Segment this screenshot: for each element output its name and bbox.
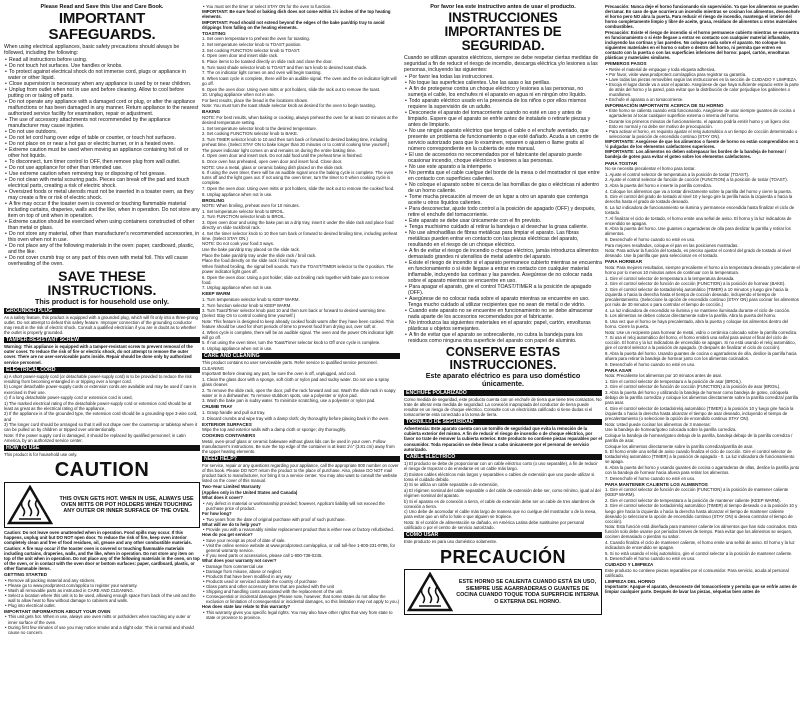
paragraph-item: 1. Gire el control selector de función de cocción (FUNCTION) a la posición de mantener caliente (KEEP WARM). — [605, 487, 789, 498]
paragraph-item: 2. Gire el control selector de función de cocción (FUNCTION) a la posición de hornear (BAKE). — [605, 281, 786, 287]
paragraph-item: 6. Open the oven door. Using a pot holder, slide out broiling rack together with bake pan to remove food. — [202, 274, 390, 285]
paragraph-item: 4. Open oven door and insert slide rack. — [202, 53, 279, 59]
paragraph-item: NOTE: For best results, when baking or cooking, always preheat the oven for at least 10 minutes at the desired temperature setting. — [202, 114, 398, 126]
list-item: • Retire el material de empaque y toda etiqueta adhesiva. — [605, 67, 800, 72]
caution-box — [4, 482, 200, 528]
paragraph-item: Place the food directly on the slide rack / broil tray. — [202, 258, 298, 264]
paragraph-item: 6. Desenchufe el horno cuando no esté en uso. — [605, 556, 696, 562]
toasting-steps — [202, 36, 400, 108]
paragraph-item: 3. Turn TIMER selector knob to 10 and then turn back or forward to desired baking time, including preheat time. (Select STAY ON to bake longer than 30 minutes or to control cooking time yourself.) — [202, 136, 390, 147]
paragraph-item: 6. La luz indicadora de funcionamiento se ilumina y permanece encendida hasta finalizar el ciclo de tostado. — [605, 204, 795, 215]
list-item: • El uso de accesorios no recomendados por el fabricante del aparato puede ocasionar incendio, choque eléctrico o lesiones a las personas. — [404, 152, 602, 164]
section-broiling: BROILING — [202, 197, 225, 203]
safeguards-intro: When using electrical appliances, basic safety precautions should always be followed, including the following: — [4, 44, 180, 57]
list-item: • Wash all removable parts as instructed in CARE AND CLEANING. — [4, 588, 200, 593]
paragraph-item: 8. Abra la puerta del horno. Usando guantes de cocina o agarraderas de olla, deslice la parrilla hacia afuera para retirar la bandeja de hornear junto con los alimentos cocinados. — [605, 350, 797, 361]
section-exterior: EXTERIOR SURFACES — [202, 421, 252, 427]
paragraph-item: 7. Desenchufe el horno cuando no esté en uso. — [605, 475, 696, 481]
list-item: • Escoja el lugar donde va a usar el aparato. Asegúrese de que haya suficiente espacio entre la parte de atrás del horno y la pared, para evitar que la distribución de calor perjudique los gabinetes o murallones. — [605, 82, 800, 97]
list-item: • Use extreme caution when removing tray or disposing of hot grease. — [4, 171, 200, 177]
save-instructions-title: SAVE THESE INSTRUCTIONS. — [47, 267, 157, 299]
baking-steps — [202, 115, 400, 197]
paragraph-item: c) If a long detachable power-supply cord or extension cord is used, — [4, 395, 133, 401]
paragraph-item: 2. To remove the slide rack, open the door, pull the rack forward and out. Wash the slide rack in soapy water or in a dishwasher. To remove stubborn spots, use a polyester or nylon pad. — [202, 387, 396, 398]
paragraph-item: Nota: Esta función está diseñada para mantener caliente los alimentos que han sido cocinados. Esta función solo debe usarse por períodos breves de tiempo. Para evitar que los alimentos se sequen, cocinen demasiado o pierdan su sabor. — [605, 524, 797, 540]
paragraph-item: Nota: Precaliente los alimentos por 10 minutos antes de asar. — [605, 373, 723, 379]
paragraph-item: 3. Turn Toast/Timer selector knob past 10 and then turn back or forward to desired warming time. (Select Stay On to control cooking time yourself.) — [202, 308, 387, 319]
spanish-save-title: CONSERVE ESTAS INSTRUCCIONES. — [445, 344, 561, 372]
paragraph-item: No se necesita precalentar el horno para tostar. — [605, 166, 696, 171]
paragraph-item: 3. Abra la puerta del horno y utilizando la bandeja de hornear como bandeja de goteo, colóquela debajo de la parrilla corrediza y coloque los alimentos directamente sobre la parrilla corrediza/ parrilla para asar. — [605, 390, 798, 406]
list-item: • Enchufe el aparato a un tomacorriente. — [605, 97, 800, 102]
warranty-q3: What will we do to help you? — [202, 521, 261, 527]
grounded-plug-text: As a safety feature, this product is equipped with a grounded plug, which will fit only into a three-prong outlet. Do not attempt to defeat this safety feature. Improper connection of the grounding conductor may result in the risk of electric shock. Consult a qualified electrician if you are in doubt as to whether the outlet is properly grounded. — [4, 315, 198, 336]
paragraph-item: 10. Unplug appliance when not in use. — [202, 92, 275, 98]
hornear-steps — [605, 265, 800, 367]
list-item: • This warranty gives you specific legal rights. You may also have other rights that vary from state to state or province to province. — [202, 610, 400, 620]
spanish-instructions-column — [605, 4, 800, 706]
limpieza-text: Importante: Apague el aparato, desconecte del tomacorriente y permita que se enfríe antes de limpiar cualquier parte. Después de lavar las piezas, séquelas bien antes de — [605, 584, 797, 595]
paragraph-item: 1. Set oven temperature to preheat the oven for toasting. — [202, 36, 310, 42]
caution-note: Caution: Do not leave oven unattended when in operation. Food spills may occur. If this happens, unplug unit but DO NOT open door. To reduce the risk of fire, keep oven interior completely clean and free of food residues, oil, grease and any other combustible materials. — [4, 530, 192, 546]
paragraph-item: 4. La luz indicadora de encendido se ilumina y se mantiene iluminada durante el ciclo de cocción. — [605, 307, 791, 313]
list-item: • Any defect in material or workmanship provided; however, Applica's liability will not exceed the purchase price of product. — [202, 501, 400, 511]
precaucion-title: PRECAUCIÓN — [439, 547, 566, 568]
spanish-intro: Cuando se utilizan aparatos eléctricos, siempre se debe respetar ciertas medidas de seguridad a fin de reducir el riesgo de incendio, descarga eléctrica y/o lesiones a las personas, incluyendo las siguientes: — [404, 55, 599, 74]
list-item: • If you need parts or accessories, please call 1-800-738-0245. — [202, 553, 400, 558]
paragraph-item: 6. Unplug appliance when not in use. — [202, 345, 273, 351]
caution-title: CAUTION — [54, 459, 150, 482]
paragraph-item: 2. Ajuste el control selector de función de cocción (FUNCTION) a la posición de tostar (TOAST). — [605, 177, 788, 183]
section-cuidado: CUIDADO Y LIMPIEZA — [605, 562, 654, 568]
paragraph-item: 9. Desenchufe el horno cuando no esté en uso. — [605, 236, 696, 242]
warranty-a1 — [202, 501, 400, 511]
section-para-hornear: PARA HORNEAR — [605, 259, 643, 265]
cuidado-text: Este producto no contiene piezas reparables por el consumidor. Para servicio, acuda al personal calificado. — [605, 567, 789, 578]
section-baking: BAKING — [202, 109, 221, 115]
crumb-steps — [202, 410, 400, 421]
list-item: • Plug into electrical outlet. — [4, 603, 200, 608]
section-getting-started: GETTING STARTED — [4, 572, 48, 578]
getting-started-list — [4, 578, 200, 608]
list-item: • Para desconectar, ajuste todo control a la posición de apagado (OFF) y después, retire el enchufe del tomacorriente. — [404, 206, 602, 218]
list-item: • Extreme caution should be exercised when using containers constructed of other than metal or glass. — [4, 219, 200, 231]
list-item: • Two years from the date of original purchase with proof of such purchase. — [202, 517, 400, 522]
primeros-pasos-list — [605, 67, 800, 102]
importante-1: IMPORTANTE: Asegúrese de que los alimentos o fuente de horno no están comprendidos en 1 ½ pulgadas de los elementos calefactores superiores. — [605, 138, 799, 149]
paragraph-item: 2) Existen cables eléctricos más largos y separables o cables de extensión que uno puede utilizar si toma el cuidado debido. — [404, 471, 595, 482]
section-primeros-pasos: PRIMEROS PASOS — [605, 61, 647, 67]
list-item: • During first few minutes of use you may notice smoke and a slight odor. This is normal and should cause no concern. — [4, 625, 200, 635]
cable-text — [404, 461, 602, 530]
paragraph-item: Nota: Si el cordón de alimentación se dañado, en América Latina debe sustituirse por personal calificado o por el centro de servicio autorizado. — [404, 519, 584, 530]
list-item: • No toque las superficies calientes. Use las asas o las perillas. — [404, 80, 602, 86]
paragraph-item: 5. Gire el control del grado de tostado al nivel 10 y luego gire la perilla hacia la izquierda o hacia la derecha hasta el grado de tostado deseado. — [605, 194, 793, 205]
list-item: • Consequential or incidental damages (Please note, however, that some states do not allow the exclusion or limitation of consequential or incidental damages, so this limitation may not apply to you.) — [202, 594, 400, 604]
list-item: • Oversized foods or metal utensils must not be inserted in a toaster oven, as they may create a fire or risk of electric shock. — [4, 189, 200, 201]
spanish-safeguards-list — [404, 74, 602, 344]
section-enchufe: ENCHUFE POLARIZADO — [404, 390, 602, 396]
section-grounded-plug: GROUNDED PLUG — [4, 308, 200, 314]
paragraph-item: Use la bandeja de hornear/goteo colocada sobre la parrilla corrediza. — [605, 427, 737, 433]
safeguards-title: IMPORTANT SAFEGUARDS. — [48, 10, 156, 43]
list-item: • Do not store any material, other than manufacturer's recommended accessories, in this oven when not in use. — [4, 231, 200, 243]
important-note-1: IMPORTANT: Be sure food or baking dish does not come within 1½ inches of the top heating elements. — [202, 9, 391, 20]
precaucion-text: ESTE HORNO SE CALIENTA CUANDO ESTÁ EN USO, SIEMPRE USE AGARRADERAS O GUANTES DE COCINA CUANDO TOQUE TODA SUPERFICIE INTERNA O EXTERNA DEL HORNO. — [456, 579, 599, 605]
list-item: • Damage from misuse, abuse or neglect — [202, 569, 400, 574]
paragraph-item: 5. Los alimentos se deben colocar directamente sobre la parrilla. Abra la puerta del horno. — [605, 313, 777, 319]
paragraph-item: 8. Unplug appliance when not in use. — [202, 191, 273, 197]
spanish-caution-2: Precaución: Existe el riesgo de incendio si el horno permanece cubierto mientras se encuentra en funcionamiento o si éste llegase a entrar en contacto con cualquier material inflamable, incluyendo las cortinas y las paredes. No coloque nada sobre el aparato. No coloque los siguientes materiales en el horno o sobre o dentro del horno, ni permita que entren en contacto con la puerta o con las superficies inferiores del horno: papel, cartón, envolturas plásticas y materiales similares. — [605, 29, 800, 61]
list-item: • Do not let cord hang over edge of table or counter, or touch hot surfaces. — [4, 135, 200, 141]
paragraph-item: 2. Turn FUNCTION selector knob to BROIL. — [202, 214, 286, 220]
list-item: • Asegúrese de no colocar nada sobre el aparato mientras se encuentre en uso. Tenga mucho cuidado al utilizar recipientes que no sean de metal o de vidrio. — [404, 296, 602, 308]
hot-surface-warning-icon — [7, 485, 53, 525]
list-item: • Products that have been modified in any way — [202, 574, 400, 579]
section-mantener-caliente: PARA MANTENER CALIENTE LOS ALIMENTOS — [605, 481, 708, 487]
paragraph-item: 9. Open the oven door. Using oven mitts or pot holders, slide the rack out to remove the toast. — [202, 86, 381, 92]
how-to-use-text: This product is for household use only. — [4, 452, 78, 458]
list-item: • Please go to www.prodprotect.com/applica to register your warranty. — [4, 583, 200, 588]
list-item: • Do not place on or near a hot gas or electric burner, or in a heated oven. — [4, 141, 200, 147]
english-instructions-column — [202, 4, 400, 706]
paragraph-item: 2. Turn function selector knob to KEEP WARM. — [202, 302, 292, 308]
paragraph-item: 7. Si usa el reloj automático del horno, el horno emitirá una señal para avisar el final del ciclo de cocción. El horno y la luz indicadora de encendido se apagan. Si no está usando el reloj automático, gire el control selector a la posición de apagado. (0 después de finalizar el ciclo de cocción). — [605, 335, 796, 351]
paragraph-item: Nota: Usted puede cocinar los alimentos de 3 maneras: — [605, 421, 711, 427]
paragraph-item: 8. When toast cycle is complete, there will be an audible signal. The oven and the on indicator light will go off. — [202, 75, 397, 86]
paragraph-item: 5. Once oven has preheated, open oven door and insert food. Close door. — [202, 158, 343, 164]
paragraph-item: b) Si el aparato es de conexión a tierra, el cable de extensión debe ser un cable de tres alambres de conexión a tierra. — [404, 498, 596, 509]
paragraph-item: 6. Turn toast shade selector knob to TOAST and then turn knob to desired toast shade. — [202, 64, 368, 70]
paragraph-item: 3. Open oven door and using the bake pan as a drip tray, insert it under the slide rack and place food directly on slide rack/broil rack. — [202, 220, 394, 231]
list-item: • Tenga muchisimo cuidado al retirar la bandeja o al desechar la grasa caliente. — [404, 224, 602, 230]
warranty-q1: What does it cover? — [202, 495, 243, 501]
list-item: • No introduzca las siguientes materiales en el aparato: papel, cartón, envolturas plásticas u objetos semejantes. — [404, 320, 602, 332]
section-tornillo: TORNILLO DE SEGURIDAD — [404, 419, 602, 425]
asar-steps — [605, 373, 800, 480]
warranty-q2: For how long? — [202, 511, 232, 517]
paragraph-item: 5. If not using the oven timer, turn the Toast/Timer selector knob to Off once cycle is complete. — [202, 340, 381, 346]
need-help-text: For service, repair or any questions regarding your appliance, call the appropriate 800 number on cover of this book. Please DO NOT return the product to the place of purchase. Also, please DO NOT mail product back to manufacturer, nor bring it to a service center. You may also want to consult the website listed on the cover of this manual. — [202, 463, 399, 484]
list-item: • Todo aparato eléctrico usado en la presencia de los niños o por ellos mismos requiere la supervisión de un adulto. — [404, 98, 602, 110]
list-item: • Select a location where this unit is to be used, allowing enough space from back of the unit and the wall to allow heat to flow without damage to cabinets and walls. — [4, 593, 200, 603]
warranty-a5 — [202, 564, 400, 604]
spanish-safeguards-column — [404, 4, 602, 706]
list-item: • Close supervision is necessary when any appliance is used by or near children. — [4, 81, 200, 87]
list-item: • No use almohadillas de fibras metálicas para limpiar el aparato. Las fibras metálicas pueden entrar en contacto con las piezas eléctricas del aparato, resultando en el riesgo de un choque eléctrico. — [404, 230, 602, 248]
english-safeguards-column — [4, 4, 200, 706]
list-item: • Para apagar el aparato, gire el control TOAST/TIMER a la posición de apagado (OFF). — [404, 284, 602, 296]
paragraph-item: Use the bake pan/drip tray placed on the slide rack. — [202, 247, 300, 253]
list-item: • Read all instructions before using. — [4, 57, 200, 63]
list-item: • Durante los primeros minutos de funcionamiento, el aparato podría emitir humo y un ligero olor. Esto es normal y no debe ser motivo de preocupación. — [605, 119, 800, 129]
paragraph-item: 7. Al finalizar el ciclo de tostado, el horno emite una señal de aviso. El horno y la luz indicadora de encendido se apagan. — [605, 215, 792, 226]
list-item: • Do not use appliance for other than intended use. — [4, 165, 200, 171]
list-item: • Do not clean with metal scouring pads. Pieces can break off the pad and touch electrical parts, creating a risk of electric shock. — [4, 177, 200, 189]
paragraph-item: 7. The on indicator light comes on and oven will begin toasting. — [202, 70, 322, 76]
paragraph-item: 1. Gire el control selector de temperatura a la posición de asar (BROIL). — [605, 378, 742, 384]
list-item: • Por favor lea todas las instrucciones. — [404, 74, 602, 80]
paragraph-item: 2. Discard crumbs and wipe tray with a damp cloth; dry thoroughly before placing back in the oven. — [202, 415, 390, 421]
paragraph-item: 4. Set the timer selector knob to 10 then turn back or forward to desired broiling time, including preheat time. (Select STAY ON.) — [202, 230, 398, 241]
list-item: • Do not place any of the following materials in the oven: paper, cardboard, plastic, and the like. — [4, 243, 200, 255]
list-item: • Do not use outdoors. — [4, 129, 200, 135]
paragraph-item: 3. Gire el control selector de tostado/reloj automático (TIMER) a 10 minutos y luego gire hacia la izquierda o hacia la derecha hasta el tiempo de cocción deseado, incluyendo el tiempo de precalentamiento. (Seleccione la opción de encendido continuo (STAY ON) para cocinar los alimentos por más de 30 minutos o para controlar el tiempo de cocción.) — [605, 286, 799, 307]
section-limpieza: LIMPIEZA DEL HORNO — [605, 578, 656, 584]
list-item: • A fin de protegerse contra un choque eléctrico y lesiones a las personas, no sumerja el cable, los enchufes ni el aparato en agua ni en ningún otro líquido. — [404, 86, 602, 98]
spanish-safeguards-title: INSTRUCCIONES IMPORTANTES DE SEGURIDAD. — [444, 10, 562, 54]
list-item: • The use of accessory attachments not recommended by the appliance manufacturer may cause injuries. — [4, 117, 200, 129]
list-item: • Cuando este aparato no se encuentre en funcionamiento no se debe almacenar nada aparte de los accesorios recomendados por el fabricante. — [404, 308, 602, 320]
paragraph-item: NOTE: Use a metal, glass or ceramic baking dish placed on the slide rack. — [202, 164, 344, 170]
list-item: • Visit the online service website at www.prodprotect.com/applica, or call toll-free 1-800-231-9786, for general warranty service. — [202, 543, 400, 553]
paragraph-item: 7. Open the oven door. Using oven mitts or pot holders, slide the rack out to remove the cooked food. — [202, 185, 395, 191]
timer-note: • You must set the timer or select STAY ON for the oven to function. — [202, 4, 400, 9]
paragraph-item: Note: You must turn the toast shade selector knob as desired for the oven to begin toasting. — [202, 103, 376, 109]
list-item: • Desconecte el aparato del tomacorriente cuando no esté en uso y antes de limpiarlo. Espere que el aparato se enfríe antes de instalarle o retirarle piezas y antes de limpiarlo. — [404, 110, 602, 128]
paragraph-item: 1) The marked electrical rating of the detachable power-supply cord or extension cord should be at least as great as the electrical rating of the appliance, — [4, 400, 192, 411]
importante-2: IMPORTANTE: Los alimentos no deben sobrepasar los bordes de la bandeja de hornear / bandeja de goteo para evitar el goteo sobre los elementos calefactores. — [605, 149, 787, 160]
paragraph-item: 1) El producto se debe de proporcionar con un cable eléctrico corto (o uno separable), a fin de reducir el riesgo de tropezar o de enredarse en un cable más largo. — [404, 460, 598, 471]
section-como-usar: CÓMO USAR — [404, 532, 602, 538]
paragraph-item: For best results, place the bread in the locations shown. — [202, 97, 309, 103]
list-item: • Remove all packing material and any stickers. — [4, 578, 200, 583]
paragraph-item: 5. Place items to be toasted directly on slide rack and close the door. — [202, 58, 333, 64]
paragraph-item: 1. Ajuste el control selector de temperatura a la posición de tostar (TOAST). — [605, 171, 750, 177]
list-item: • Damage from commercial use — [202, 564, 400, 569]
paragraph-item: 9. Desenchufe el horno cuando no esté en uso. — [605, 361, 696, 367]
paragraph-item: Note: If the power supply cord is damaged, it should be replaced by qualified personnel; in Latin America, by an authorized service center. — [4, 432, 186, 443]
mantener-steps — [605, 487, 800, 561]
list-item: • Do not operate any appliance with a damaged cord or plug, or after the appliance malfunctions or has been damaged in any manner. Return appliance to the nearest authorized service facility for examination, repair or adjustment. — [4, 99, 200, 117]
list-item: • Glass parts and other accessory items that are packed with the unit — [202, 584, 400, 589]
list-item: • Do not cover crumb tray or any part of this oven with metal foil. This will cause overheating of the oven. — [4, 255, 200, 267]
paragraph-item: 2. Gire el control selector de temperatura a la posición de mantener caliente (KEEP WARM). — [605, 497, 781, 503]
section-need-help: NEED HELP? — [202, 456, 400, 462]
paragraph-item: a) A short power-supply cord (or detachable power-supply cord) is to be provided to reduce the risk resulting from becoming entangled in or tripping over a longer cord. — [4, 373, 192, 384]
section-keep-warm: KEEP WARM — [202, 291, 231, 297]
list-item: • Do not touch hot surfaces. Use handles or knobs. — [4, 63, 200, 69]
section-para-tostar: PARA TOSTAR — [605, 160, 638, 166]
paragraph-item: 4. Open oven door and insert rack. Do not add food until the preheat time is finished. — [202, 153, 363, 159]
paragraph-item: Nota: Para mejores resultados, siempre precaliente el horno a la temperatura deseada y precaliente el horno por lo menos 10 minutos antes de continuar con la temperatura. — [605, 264, 800, 275]
paragraph-item: 1. Clean the glass door with a sponge, soft cloth or nylon pad and sudsy water. Do not use a spray glass cleaner. — [202, 377, 390, 388]
section-electrical-cord: ELECTRICAL CORD — [4, 367, 200, 373]
preread-note: Please Read and Save this Use and Care Book. — [40, 4, 164, 10]
paragraph-item: NOTE: When broiling, preheat oven for 10 minutes. — [202, 203, 300, 209]
paragraph-item: 4. Coloque los alimentos que va a tostar directamente sobre la parrilla del horno y cierre la puerta. — [605, 188, 792, 194]
paragraph-item: 1. Turn temperature selector knob to KEEP WARM. — [202, 296, 300, 302]
paragraph-item: 4. When cycle is complete, there will be an audible signal. The oven and the power ON indicator light will go off. — [202, 329, 394, 340]
paragraph-item: 6. Una vez que el horno se haya precalentado, abra la puerta y coloque los alimentos dentro del horno. Cierre la puerta. — [605, 318, 788, 329]
section-tamper-screw: TAMPER-RESISTANT SCREW — [4, 337, 200, 343]
list-item: • Provide you with a reasonably similar replacement product that is either new or factory refurbished. — [202, 527, 400, 532]
warranty-q5: What does your warranty not cover? — [202, 558, 277, 564]
warranty-title: Two-Year Limited Warranty — [202, 484, 261, 490]
caution-text: THIS OVEN GETS HOT. WHEN IN USE, ALWAYS USE OVEN MITTS OR POT HOLDERS WHEN TOUCHING ANY OUTER OR INNER SURFACE OF THE OVEN. — [59, 495, 194, 515]
paragraph-item: 7. Unplug appliance when not in use. — [202, 285, 273, 291]
tornillo-text: Advertencia: Este aparato cuenta con un tornillo de seguridad que evita la remoción de la cubierta exterior del mismo. A fin de reducir el riesgo de incendio o de choque eléctrico, por favor no trate de remover la cubierta exterior. Este producto no contiene piezas reparables por el consumidor. Toda reparación se debe llevar a cabo únicamente por el personal de servicio autorizado. — [404, 426, 602, 452]
section-containers: COOKING CONTAINERS — [202, 433, 256, 439]
paragraph-item: Coloque la bandeja de hornear/goteo debajo de la parrilla, bandeja debajo de la parrilla corrediza / parrilla de asar. — [605, 432, 793, 443]
paragraph-item: 3. Set cooking FUNCTION selector knob to TOAST. — [202, 47, 301, 53]
paragraph-item: 1. Grasp handle and pull out tray. — [202, 409, 266, 415]
paragraph-item: 3. Gire el control selector de tostado/reloj automático (TIMER) al tiempo deseado o a la posición 10 y luego gire hacia la izquierda o hacia la derecha hasta alcanzar el tiempo de mantener caliente deseado (o seleccione la opción de encendido continuo (STAY ON) si desea controlar el tiempo de cocción). — [605, 503, 798, 524]
paragraph-item: 2. Gire el control selector de función de cocción (FUNCTION) a la posición de asar (BROIL). — [605, 384, 781, 390]
paragraph-item: Note: This feature is designed to keep already cooked foods warm after they have been cooked. This feature should be used for short periods of time to prevent food from drying out, over soft or. — [202, 318, 394, 329]
paragraph-item: 3. Wash the bake pan in sudsy water. To minimize scratching, use a polyester or nylon pad. — [202, 398, 376, 404]
warranty-a4 — [202, 538, 400, 558]
paragraph-item: 3. Abra la puerta del horno e inserte la parrilla corrediza. — [605, 182, 713, 188]
safeguards-list — [4, 57, 200, 267]
list-item: • A fin de evitar el riesgo de incendio o choque eléctrico, jamás introduzca alimentos demasiado grandes ni utensilios de metal adentro del aparato. — [404, 248, 602, 260]
warranty-a6 — [202, 610, 400, 620]
caution-note-2: Caution: A fire may occur if the toaster oven is covered or touching flammable materials including curtains, draperies, walls, and the like, when in operation. Do not store any item on top of the unit when in operation. Do not place any of the following materials in the oven, on top of the oven, or in contact with the oven door or bottom surfaces: paper, cardboard, plastic, or other flammable items. — [4, 545, 200, 572]
spanish-caution-1: Precaución: Nunca deje el horno funcionando sin supervisión. Ya que los alimentos se pueden derramar. En caso de que ocurriera un incendio mientras se cocinan los alimentos, desenchufe el horno pero NO abra la puerta. Para reducir el riesgo de incendio, mantenga el interior del horno completamente limpio y libre de aceite, grasa, residuos de alimentos u otros materiales combustibles. — [605, 4, 800, 30]
section-crumb-tray: CRUMB TRAY — [202, 404, 233, 410]
list-item: • Tome mucha precaución al mover de un lugar a otro un aparato que contenga aceite u otros líquidos calientes. — [404, 194, 602, 206]
paragraph-item: 2) If the appliance is of the grounded type, the extension cord should be a grounding-type 3-wire cord, and — [4, 411, 198, 422]
tostar-note-2: Nota: Para activar la función del tostado, es preciso ajustar el control del grado de tostado al nivel deseado. Use la parrilla que para seleccionar en el tostado. — [605, 248, 791, 259]
paragraph-item: 3) The longer cord should be arranged so that it will not drape over the countertop or tabletop where it can be pulled on by children or tripped over unintentionally. — [4, 422, 198, 433]
list-item: • No coloque el aparato sobre ni cerca de las hornillas de gas o eléctricas ni adentro de un horno caliente. — [404, 182, 602, 194]
paragraph-item: 6. If using the oven timer, there will be an audible signal once the baking cycle is complete. The oven turns off and the light goes out. If not using the oven timer, turn the timer to 0 when cooking cycle is complete. — [202, 170, 394, 186]
hot-surface-warning-icon — [407, 572, 453, 612]
tostar-steps — [605, 166, 800, 242]
paragraph-item: 4. Gire el control selector de tostado/reloj automático (TIMER) a la posición 10 y luego gire hacia la izquierda o hacia la derecha hasta alcanzar el tiempo de asar deseado, incluyendo el tiempo de precalentamiento (o seleccione la opción de encendido continuo STAY ON). — [605, 405, 794, 421]
keep-warm-steps — [202, 297, 400, 351]
paragraph-item: b) Longer detachable power-supply cords or extension cords are available and may be used if care is exercised in their use. — [4, 384, 197, 395]
paragraph-item: 2. Set cooking FUNCTION selector knob to BAKE. — [202, 131, 299, 137]
paragraph-item: c) Uno debe de acomodar el cable más largo de manera que no cuelgue del mostrador o de la mesa, para evitar que un niño lo hale o que alguien se tropiece. — [404, 509, 597, 520]
section-important-info: IMPORTANT INFORMATION ABOUT YOUR OVEN — [4, 608, 111, 614]
paragraph-item: Coloque los alimentos directamente sobre la parrilla corrediza/parrilla de asar. — [605, 443, 754, 449]
important-note-2: IMPORTANT: Food should not extend beyond the edges of the bake pan/drip tray to avoid drippings from falling on the heating elements. — [202, 19, 385, 30]
list-item: • Este aparato se debe usar únicamente con el fin previsto. — [404, 218, 602, 224]
paragraph-item: 5. Si no está usando el reloj automático, gire el control selector a la posición de mantener caliente. — [605, 550, 793, 556]
paragraph-item: When finished broiling, the signal bell sounds. Turn the TOAST/TIMER selector to the 0 position. The power indicator light goes off. — [202, 263, 394, 275]
list-item: • Lave todas las piezas removibles según las instrucciones en la sección de CUIDADO Y LIMPIEZA. — [605, 77, 800, 82]
important-info-list — [4, 614, 200, 634]
enchufe-text: Como medida de seguridad, este producto cuenta con un enchufe de tierra que tiene tres contactos. No trate de alterar esta medida de seguridad. La conexión inapropiada del conductor de tierra puede resultar en un riesgo de choque eléctrico. Consulte con un electricista calificado si tiene dudas si el tomacorriente esta conectado a la toma de tierra. — [404, 397, 602, 418]
paragraph-item: Important! Before cleaning any part, be sure the oven is off, unplugged, and cool. — [202, 371, 356, 377]
list-item: • No use ningún aparato eléctrico que tenga el cable o el enchufe averiado, que presente un problema de funcionamiento o que esté dañado. Acuda a un centro de servicio autorizado para que lo examinen, reparen o ajusten o llame gratis al número correspondiente en la cubierta de este manual. — [404, 128, 602, 152]
section-how-to-use: HOW TO USE — [4, 445, 200, 451]
paragraph-item: 4. Cuando finaliza el ciclo de mantener caliente, el horno emite una señal de aviso. El horno y la luz indicadora de encendido se apagan. — [605, 539, 795, 551]
tostar-note: Para mejores resultados, coloque el pan en las posiciones mostradas. — [605, 242, 739, 248]
list-item: • A fin de evitar que el aparato se sobrecaliente, no cubra la bandeja para los residuos como ninguna otra superficie del aparato con papel de aluminio. — [404, 332, 602, 344]
precaucion-box — [404, 569, 602, 615]
paragraph-item: a) El régimen nominal del cable separable o del cable de extensión debe ser, como mínimo, igual al del régimen nominal del aparato. — [404, 487, 601, 498]
paragraph-item: CLEANING — [202, 365, 224, 371]
spanish-household-note: Este aparato eléctrico es para uso doméstico únicamente. — [425, 370, 581, 388]
list-item: • Por favor, visite www.prodprotect.com/applica para registrar su garantía. — [605, 72, 800, 77]
warranty-q4: How do you get service? — [202, 532, 253, 538]
electrical-cord-text — [4, 374, 200, 443]
section-para-asar: PARA ASAR — [605, 367, 632, 373]
info-horno-list — [605, 108, 800, 138]
paragraph-item: 8. Abra la puerta del horno. Use guantes o agarraderas de olla para deslizar la parrilla y retirar los alimentos. — [605, 226, 791, 237]
list-item: • Unplug from outlet when not in use and before cleaning. Allow to cool before putting on or taking off parts. — [4, 87, 200, 99]
list-item: • A fire may occur if the toaster oven is covered or touching flammable material including curtains, draperies, walls and the like, when in operation. Do not store any item on top of unit when in operation. — [4, 201, 200, 219]
containers-text: Metal, oven-proof glass or ceramic bakeware without glass lids can be used in your oven. Follow manufacturer's instructions. Be sure the top edge of the container is at least 1½" (3.81 cm) away from the upper heating elements. — [202, 438, 395, 454]
paragraph-item: Place the bake pan/drip tray under the slide rack / broil rack. — [202, 252, 317, 258]
list-item: • Shipping and handling costs associated with the replacement of the unit — [202, 589, 400, 594]
household-use-note: This product is for household use only. — [34, 296, 170, 306]
tamper-screw-text: Warning: This appliance is equipped with a tamper-resistant screw to prevent removal of the outer cover. To reduce the risk of fire or electric shock, do not attempt to remove the outer cover. There are no user-serviceable parts inside. Repair should be done only by authorized service personnel. — [4, 344, 193, 365]
paragraph-item: 3) Si se utiliza un cable separable o de extensión, — [404, 482, 499, 488]
paragraph-item: 5. El horno emite una señal de aviso cuando finaliza el ciclo de cocción. Gire el control selector de tostado/reloj automático (TIMER) a la posición de apagado - 0. La luz indicadora de funcionamiento se apaga. — [605, 449, 795, 465]
list-item: • To disconnect, turn timer control to OFF, then remove plug from wall outlet. — [4, 159, 200, 165]
warranty-q6: How does state law relate to this warranty? — [202, 604, 291, 610]
section-info-horno: INFORMACIÓN IMPORTANTE ACERCA DE SU HORNO — [605, 102, 724, 108]
list-item: • Extreme caution must be used when moving an appliance containing hot oil or other hot liquids. — [4, 147, 200, 159]
paragraph-item: NOTE: Do not cook your food 3 ways. — [202, 241, 275, 247]
paragraph-item: This product contains no user serviceable parts. Refer service to qualified service personnel. — [202, 360, 378, 366]
como-usar-text: Este producto es para uso doméstico solamente. — [404, 539, 498, 545]
exterior-text: Wipe the top and exterior walls with a damp cloth or sponge; dry thoroughly. — [202, 427, 347, 433]
paragraph-item: The power indicator light comes on and remains on during the entire baking time. — [202, 147, 357, 153]
paragraph-item: 1. Set temperature selector knob to the desired temperature. — [202, 125, 318, 131]
paragraph-item: Nota: Use un recipiente para hornear de metal, vidrio o cerámica colocado sobre la parrilla corrediza. — [605, 329, 798, 335]
list-item: • No use este aparato a la intemperie. — [404, 164, 602, 170]
paragraph-item: 1. Gire el control selector de temperatura a la temperatura deseada. — [605, 275, 735, 281]
paragraph-item: 2. Set temperature selector knob to TOAST position. — [202, 41, 302, 47]
paragraph-item: 6. Abra la puerta del horno y usando guantes de cocina o agarraderas de ollas, deslice la parrilla junto con la bandeja de hornear hacia afuera para retirar los alimentos. — [605, 464, 800, 475]
warranty-subtitle: (Applies only in the United States and Canada) — [202, 489, 298, 495]
broiling-steps — [202, 203, 400, 290]
list-item: • Para activar el horno, es requisito ajustar el reloj automático a un tiempo de cocción determinado o seleccionar la posición de encendido continuo (STAY ON). — [605, 129, 800, 139]
list-item: • Este horno se calienta cuando está funcionando. Asegúrese de usar siempre guantes de cocina o agarraderas al tocar cualquier superficie externa o interna del horno. — [605, 108, 800, 118]
section-toasting: TOASTING — [202, 30, 226, 36]
section-care-cleaning: CARE AND CLEANING — [202, 353, 400, 359]
list-item: • No permita que el cable cuelgue del borde de la mesa o del mostrador ni que entre en contacto con superficies calientes. — [404, 170, 602, 182]
spanish-preread-note: Por favor lea este instructivo antes de usar el producto. — [430, 4, 576, 10]
list-item: • To protect against electrical shock do not immerse cord, plugs or appliance in water or other liquid. — [4, 69, 200, 81]
paragraph-item: 1. Set temperature selector knob to BROIL. — [202, 208, 285, 214]
list-item: • This unit gets hot. When in use, always use oven mitts or potholders when touching any outer or inner surface of the oven. — [4, 614, 200, 624]
list-item: • Save your receipt as proof of date of sale. — [202, 538, 400, 543]
list-item: • Existe el riesgo de incendio si el aparato permanece cubierto mientras se encuentra en funcionamiento o si éste llegase a entrar en contacto con cualquier material inflamable, incluyendo las cortinas y las paredes. Asegúrese de no colocar nada sobre el aparato mientras se encuentre en uso. — [404, 260, 602, 284]
list-item: • Products used or serviced outside the country of purchase — [202, 579, 400, 584]
section-cable: CABLE ELÉCTRICO — [404, 454, 602, 460]
care-steps — [202, 360, 400, 403]
